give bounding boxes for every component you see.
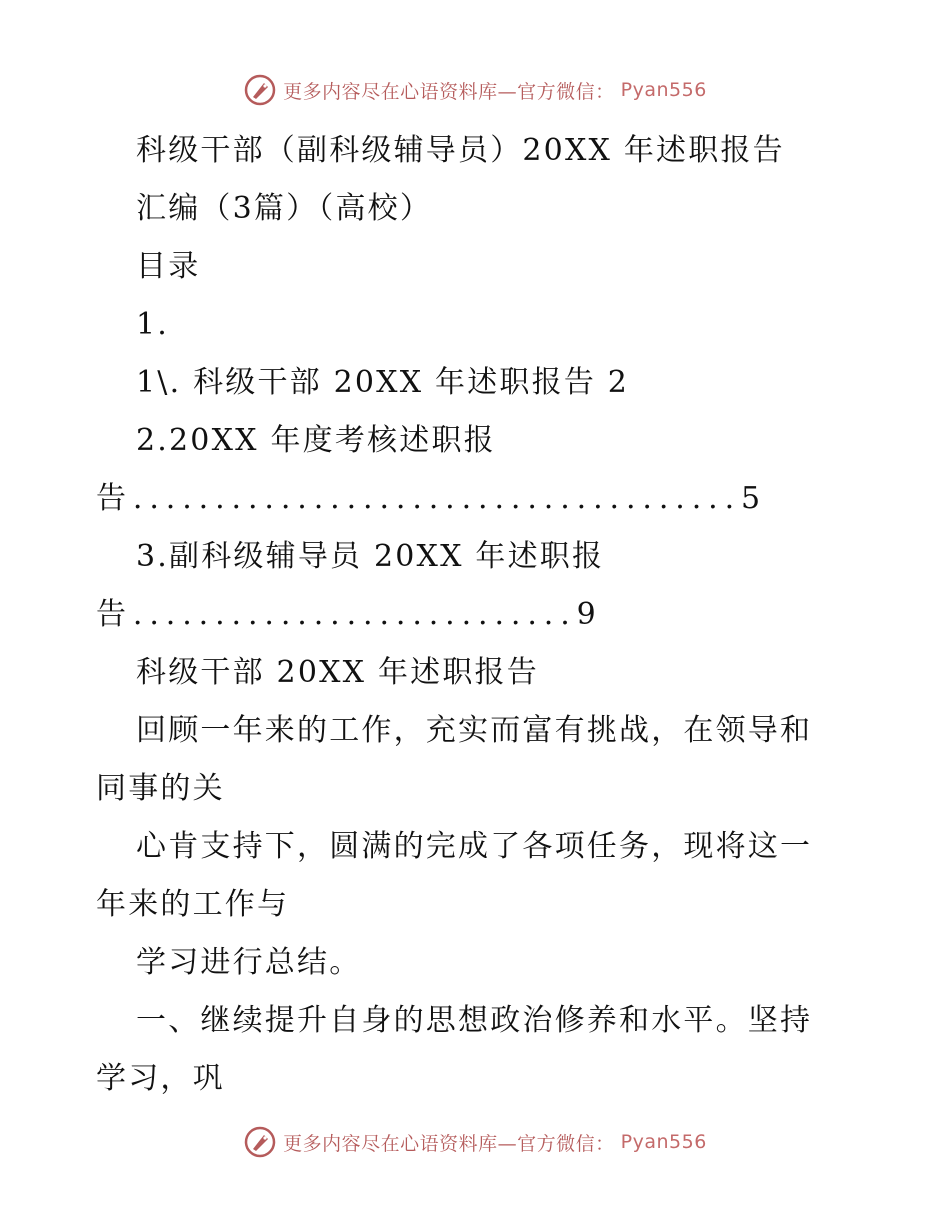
paragraph-4-line-1: 一、继续提升自身的思想政治修养和水平。坚持	[136, 1003, 813, 1038]
toc-heading: 目录	[136, 249, 201, 284]
footer-watermark	[0, 1122, 950, 1162]
paragraph-2-line-2: 年来的工作与	[96, 887, 290, 922]
toc-item-2-leader: 告.....................................5	[96, 481, 768, 516]
toc-item-1: 1\. 科级干部 20XX 年述职报告 2	[136, 365, 630, 400]
document-body	[96, 122, 866, 1108]
pen-nib-logo-icon	[243, 73, 277, 107]
toc-item-3-leader: 告...........................9	[96, 597, 603, 632]
paragraph-1-line-2: 同事的关	[96, 771, 225, 806]
paragraph-3: 学习进行总结。	[136, 945, 362, 980]
document-title-line-1: 科级干部（副科级辅导员）20XX 年述职报告	[136, 133, 785, 168]
watermark-id: Pyan556	[620, 1131, 707, 1153]
watermark-text: 更多内容尽在心语资料库—官方微信：	[283, 80, 615, 103]
paragraph-1-line-1: 回顾一年来的工作，充实而富有挑战，在领导和	[136, 713, 813, 748]
watermark-text: 更多内容尽在心语资料库—官方微信：	[283, 1132, 615, 1155]
toc-item-3-title: 3.副科级辅导员 20XX 年述职报	[136, 539, 605, 574]
paragraph-4-line-2: 学习，巩	[96, 1061, 225, 1096]
section-title: 科级干部 20XX 年述职报告	[136, 655, 539, 690]
toc-number: 1.	[136, 307, 170, 342]
pen-nib-logo-icon	[243, 1125, 277, 1159]
paragraph-2-line-1: 心肯支持下，圆满的完成了各项任务，现将这一	[136, 829, 813, 864]
toc-item-2-title: 2.20XX 年度考核述职报	[136, 423, 496, 458]
header-watermark	[0, 70, 950, 110]
watermark-id: Pyan556	[620, 79, 707, 101]
document-title-line-2: 汇编（3篇）（高校）	[136, 191, 433, 226]
